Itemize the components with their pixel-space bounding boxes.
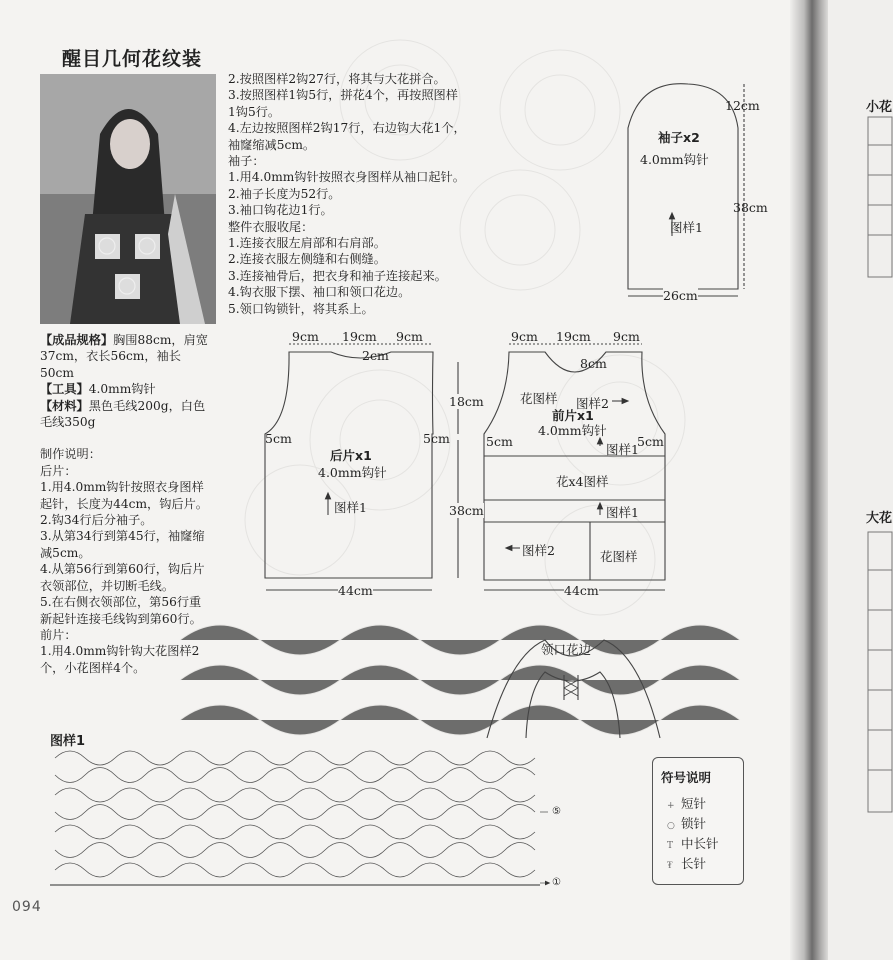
next-page-large-flower-title: 大花 [866,511,893,526]
front-side-2: 5cm [637,434,664,449]
instruction-line: 3.袖口钩花边1行。 [228,203,333,218]
spec-size: 【成品规格】胸围88cm，肩宽37cm，衣长56cm，袖长50cm [40,333,208,380]
sleeve-needle: 4.0mm钩针 [640,152,709,167]
spec-material: 【材料】黑色毛线200g，白色毛线350g [40,398,206,430]
sleeve-length-measure: 38cm [733,200,768,215]
back-body-measure: 38cm [449,503,484,518]
back-step: 1.用4.0mm钩针按照衣身图样起针，长度为44cm，钩后片。 [40,480,208,511]
back-step: 5.在右侧衣领部位，第56行重新起针连接毛线钩到第60行。 [40,595,202,626]
sleeve-top-measure: 12cm [725,98,760,113]
front-piece-outline [484,352,665,580]
sleeve-title: 袖子x2 [658,130,700,145]
neckline-label: 领口花边 [541,642,592,657]
front-step: 1.用4.0mm钩针钩大花图样2个，小花图样4个。 [40,644,200,675]
front-pattern2b-label: 图样2 [522,543,555,558]
front-flower-label: 花图样 [520,391,558,406]
instruction-line: 2.按照图样2钩27行，将其与大花拼合。 [228,72,446,86]
back-width-2: 19cm [342,329,377,344]
front-pattern1b-label: 图样1 [606,505,639,520]
instruction-line: 1钩5行。 [228,104,281,119]
instructions-heading: 制作说明： [40,447,101,462]
instruction-line: 1.连接衣服左肩部和右肩部。 [228,236,386,251]
front-width-1: 9cm [511,329,538,344]
symbol-legend [652,757,744,885]
front-center-flowers: 花x4图样 [556,474,609,489]
back-side-2: 5cm [423,431,450,446]
instruction-line: 2.连接衣服左侧缝和右侧缝。 [228,252,386,267]
legend-item: T 中长针 [667,836,719,851]
front-needle: 4.0mm钩针 [538,423,607,438]
instruction-line: 2.袖子长度为52行。 [228,186,341,201]
back-width-1: 9cm [292,329,319,344]
sleeve-outline [628,84,738,289]
pattern-1-row-top: ⑤ [552,806,561,817]
instruction-line: 袖窿缩减5cm。 [228,137,316,152]
front-title: 前片x1 [552,408,594,423]
legend-item: ₮ 长针 [667,856,707,871]
instruction-line: 4.钩衣服下摆、袖口和领口花边。 [228,285,411,300]
spec-tool: 【工具】4.0mm钩针 [40,382,156,397]
back-title: 后片x1 [330,448,372,463]
legend-item: + 短针 [667,796,707,811]
back-width-measure: 44cm [338,583,373,598]
back-side-1: 5cm [265,431,292,446]
instruction-line: 袖子： [228,154,265,169]
back-needle: 4.0mm钩针 [318,465,387,480]
instruction-line: 整件衣服收尾： [228,219,314,234]
instruction-line: 3.连接袖骨后，把衣身和袖子连接起来。 [228,268,447,283]
back-width-3: 9cm [396,329,423,344]
pattern-1-chart [50,751,548,885]
back-pattern-label: 图样1 [334,500,367,515]
front-width-3: 9cm [613,329,640,344]
front-width-2: 19cm [556,329,591,344]
page-number: 094 [12,899,42,915]
back-neck-depth: 2cm [362,348,389,363]
front-neck-depth: 8cm [580,356,607,371]
back-heading: 后片： [40,463,77,478]
back-step: 4.从第56行到第60行，钩后片衣领部位，并切断毛线。 [40,562,205,593]
back-armhole-measure: 18cm [449,394,484,409]
front-pattern1a-label: 图样1 [606,442,639,457]
instruction-line: 4.左边按照图样2钩17行，右边钩大花1个， [228,121,466,136]
legend-item: ○ 锁针 [667,816,707,831]
front-side-1: 5cm [486,434,513,449]
next-page-small-flower-title: 小花 [866,100,893,115]
instruction-line: 1.用4.0mm钩针按照衣身图样从袖口起针。 [228,170,465,185]
front-flower2-label: 花图样 [600,549,638,564]
page-title: 醒目几何花纹装 [62,48,203,70]
front-pattern2-label: 图样2 [576,396,609,411]
pattern-1-title: 图样1 [50,734,86,749]
sleeve-width-measure: 26cm [663,288,698,303]
instruction-line: 3.按照图样1钩5行，拼花4个，再按照图样 [228,88,458,103]
front-width-measure: 44cm [564,583,599,598]
pattern-1-row-bottom: ① [552,877,561,888]
instruction-line: 5.领口钩锁针，将其系上。 [228,301,374,316]
back-step: 2.钩34行后分袖子。 [40,513,153,528]
back-step: 3.从第34行到第45行，袖窿缩减5cm。 [40,529,205,560]
legend-title: 符号说明 [661,770,712,785]
front-heading: 前片： [40,627,77,642]
sleeve-pattern-label: 图样1 [670,220,703,235]
